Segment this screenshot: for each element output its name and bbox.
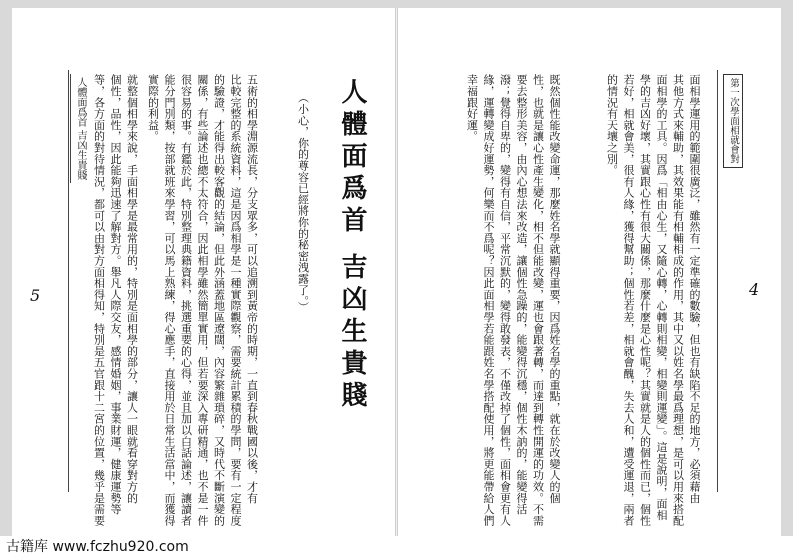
book-spread [12,8,781,546]
paragraph-2: 就整個相學來說，手面相學是最常用的，特別是面相學的部分，讓人一眼就看穿對方的 個性，品性，因此能夠迅速了解對方。舉凡人際交友，感情婚姻，事業財運，健康運勢等 等，各方面的對待情況，都可以由對方面相得知，特別是五官跟十二宮的位置，幾乎是需要 [92,74,139,526]
section-title: 人體面爲首 吉凶生貴賤 [337,78,367,414]
paragraph-4: 既然個性能改變命運，那麼姓名學就顯得重要，因爲姓名學的重點，就在於改變人的個 性，也就是讓心性產生變化，相不但能改變，運也會跟著轉，而達到轉性開運的功效。不需 要去整形美容，由內心想法來改造，讓個性急躁的，能變得沉穩，個性木訥的，能變得活 潑；覺得自卑的，變得有自信，平常沉默的，變得敢發表，不僅改掉了個性，面相會更有人 緣，運轉變成好運勢，何樂而不爲呢？因此面相學若能跟姓名學搭配使用，將更能帶給人們 幸福跟好運。 [465,74,561,526]
running-head-right: 第一次學面相就會對 [723,74,743,168]
left-page [12,8,396,546]
paragraph-3: 面相學運用的範圍很廣泛，雖然有一定準確的數驗，但也有缺陷不足的地方，必須藉由 其他方式來輔助，其效果能有相輔相成的作用，其中又以姓名學最爲理想，是可以用來搭配 面相學的工具。因爲「相由心生，又隨心轉，心轉則相變，相變則運變」。這是說明，面相 學的吉凶好壞，其實跟心性有很大關係，那麼什麼是心性呢？其實就是人的個性而已，個性 若好，相就會美，很有人緣，獲得幫助；個性若差，相就會醜，失去人和，遭受運退，兩者 的情況有天壤之別。 [605,74,701,526]
paragraph-1: 五術的相學淵源流長，分支眾多，可以追溯到黃帝的時期，一直到春秋戰國以後，才有 比較完整的系統資料，這是因爲相學是一種實際觀察，需要統計累積的學問，要有一定程度 的驗證，才能得出較客觀的結論，但此外涵蓋地區遼闊，內容繁雜瑣碎，又時代不斷演變的 關係，有些論述也總不太符合，因此相學雖然簡單實用，但若要深入專研精通，也不是一件 很容易的事。有鑑於此，特別整理典籍資料，挑選重要的心得，並且加以白話論述，讓讀者 能分門別類，按部就班來學習，可以馬上熟練，得心應手，直接用於日常生活當中，而獲得 實際的利益。 [146,74,259,526]
header-rule-right [717,70,718,492]
intro-note: （小心，你的尊容已經將你的秘密洩露了。） [296,92,310,313]
header-rule [68,70,69,492]
page-number-right: 4 [749,280,760,299]
running-head-left: 人體面爲首 吉凶生貴賤 [70,74,90,183]
right-page [397,8,781,546]
site-watermark: 古籍库 www.fczhu920.com [0,536,793,558]
page-number-left: 5 [30,286,41,305]
